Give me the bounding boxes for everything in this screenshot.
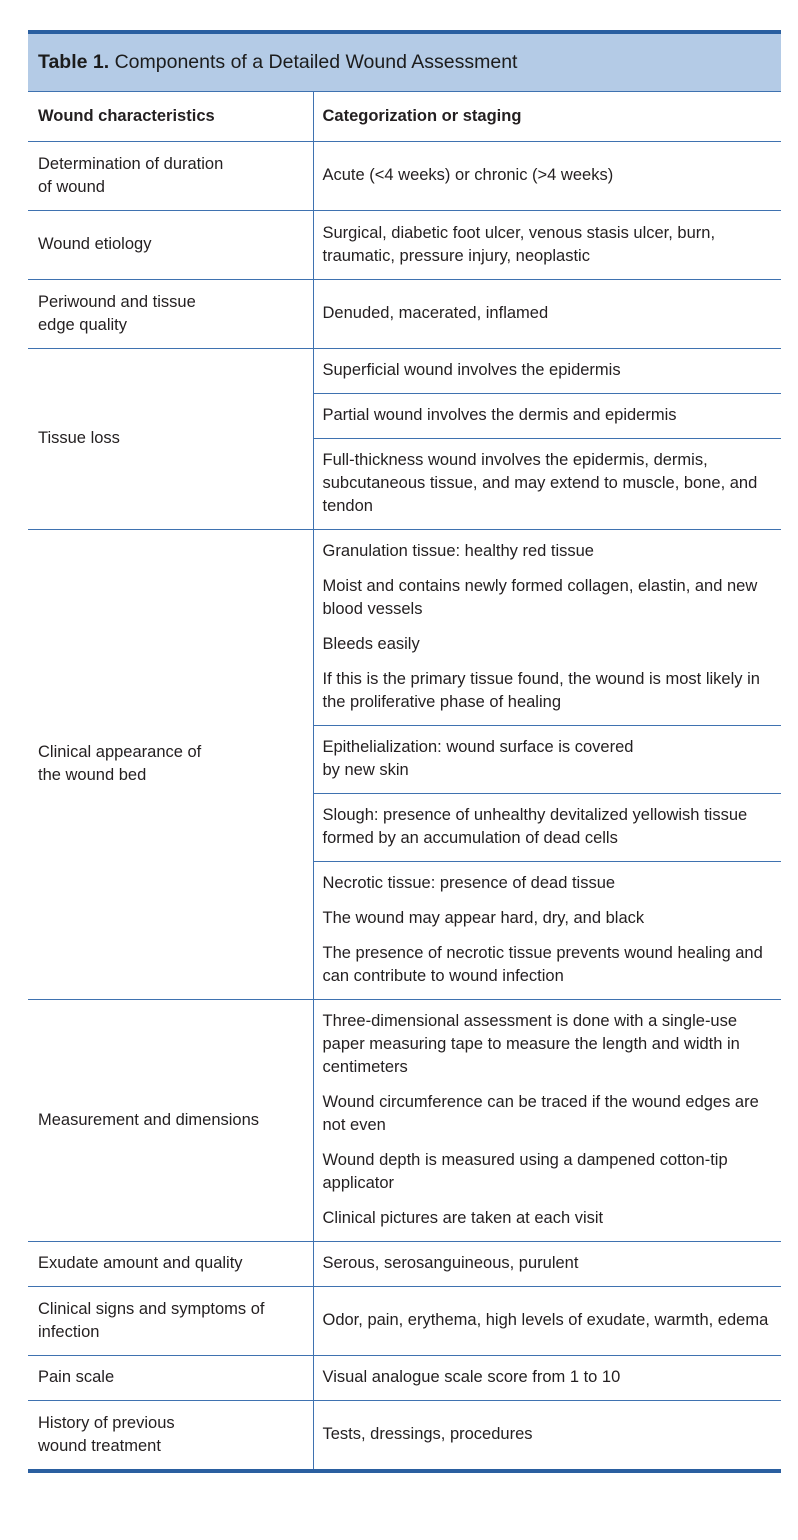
table-row — [28, 141, 781, 210]
categorization-group — [314, 439, 782, 529]
categorization-group — [314, 1401, 782, 1469]
categorization-text: Serous, serosanguineous, purulent — [322, 1254, 579, 1272]
table-row — [28, 348, 781, 529]
categorization-text: Full-thickness wound involves the epidermis, dermis, subcutaneous tissue, and may extend to muscle, bone, and tendon — [322, 450, 758, 515]
categorization-text: Wound circumference can be traced if the wound edges are not even — [322, 1092, 759, 1134]
categorization-cell — [313, 999, 781, 1241]
wound-assessment-table — [28, 92, 781, 1473]
categorization-group — [314, 394, 782, 439]
categorization-group — [314, 349, 782, 394]
wound-characteristic-cell: Wound etiology — [28, 210, 313, 279]
categorization-text: Denuded, macerated, inflamed — [322, 304, 549, 322]
table-title — [28, 30, 781, 92]
header-wound-characteristics: Wound characteristics — [28, 92, 313, 141]
categorization-text: Bleeds easily — [322, 634, 420, 653]
wound-characteristic-cell: Clinical appearance of the wound bed — [28, 529, 313, 999]
categorization-group — [314, 530, 782, 726]
categorization-text: The presence of necrotic tissue prevents wound healing and can contribute to wound infection — [322, 943, 763, 985]
categorization-text: Moist and contains newly formed collagen, elastin, and new blood vessels — [322, 576, 758, 618]
table-container — [28, 30, 781, 1473]
categorization-text: Superficial wound involves the epidermis — [322, 360, 621, 379]
table-row — [28, 1400, 781, 1471]
categorization-group — [314, 726, 782, 794]
categorization-text: Three-dimensional assessment is done with a single-use paper measuring tape to measure the length and width in centimeters — [322, 1011, 740, 1076]
categorization-cell — [313, 1355, 781, 1400]
table-body — [28, 141, 781, 1471]
categorization-cell — [313, 210, 781, 279]
wound-characteristic-cell: Exudate amount and quality — [28, 1241, 313, 1286]
categorization-group — [314, 211, 782, 279]
categorization-group — [314, 1287, 782, 1355]
table-row — [28, 529, 781, 999]
categorization-text: Slough: presence of unhealthy devitalized yellowish tissue formed by an accumulation of dead cells — [322, 805, 748, 847]
wound-characteristic-cell: Clinical signs and symptoms of infection — [28, 1286, 313, 1355]
table-row — [28, 210, 781, 279]
categorization-text: Granulation tissue: healthy red tissue — [322, 541, 594, 560]
categorization-text: Partial wound involves the dermis and epidermis — [322, 405, 677, 424]
table-title-text: Components of a Detailed Wound Assessment — [109, 51, 518, 73]
table-row — [28, 999, 781, 1241]
header-categorization: Categorization or staging — [313, 92, 781, 141]
wound-characteristic-cell: Pain scale — [28, 1355, 313, 1400]
wound-characteristic-cell: Tissue loss — [28, 348, 313, 529]
categorization-group — [314, 794, 782, 862]
categorization-cell — [313, 529, 781, 999]
table-title-label: Table 1. — [38, 51, 110, 73]
categorization-group — [314, 862, 782, 999]
wound-characteristic-cell: Measurement and dimensions — [28, 999, 313, 1241]
categorization-cell — [313, 1241, 781, 1286]
categorization-text: If this is the primary tissue found, the wound is most likely in the proliferative phase of healing — [322, 669, 760, 711]
categorization-group — [314, 142, 782, 210]
wound-characteristic-cell: Determination of duration of wound — [28, 141, 313, 210]
categorization-text: Epithelialization: wound surface is covered by new skin — [322, 737, 634, 779]
categorization-text: The wound may appear hard, dry, and black — [322, 908, 645, 927]
categorization-group — [314, 1242, 782, 1286]
categorization-text: Visual analogue scale score from 1 to 10 — [322, 1368, 621, 1386]
categorization-cell — [313, 279, 781, 348]
wound-characteristic-cell: History of previous wound treatment — [28, 1400, 313, 1471]
table-row — [28, 1355, 781, 1400]
categorization-group — [314, 1000, 782, 1241]
categorization-cell — [313, 1286, 781, 1355]
table-row — [28, 279, 781, 348]
categorization-text: Tests, dressings, procedures — [322, 1425, 533, 1443]
categorization-text: Acute (<4 weeks) or chronic (>4 weeks) — [322, 166, 614, 184]
categorization-cell — [313, 141, 781, 210]
wound-characteristic-cell: Periwound and tissue edge quality — [28, 279, 313, 348]
categorization-text: Clinical pictures are taken at each visit — [322, 1208, 604, 1227]
categorization-cell — [313, 1400, 781, 1471]
table-row — [28, 1241, 781, 1286]
categorization-text: Necrotic tissue: presence of dead tissue — [322, 873, 616, 892]
header-row — [28, 92, 781, 141]
categorization-text: Wound depth is measured using a dampened cotton-tip applicator — [322, 1150, 728, 1192]
table-row — [28, 1286, 781, 1355]
categorization-cell — [313, 348, 781, 529]
categorization-group — [314, 1356, 782, 1400]
categorization-text: Surgical, diabetic foot ulcer, venous stasis ulcer, burn, traumatic, pressure injury, neoplastic — [322, 223, 716, 265]
categorization-text: Odor, pain, erythema, high levels of exudate, warmth, edema — [322, 1311, 769, 1329]
categorization-group — [314, 280, 782, 348]
